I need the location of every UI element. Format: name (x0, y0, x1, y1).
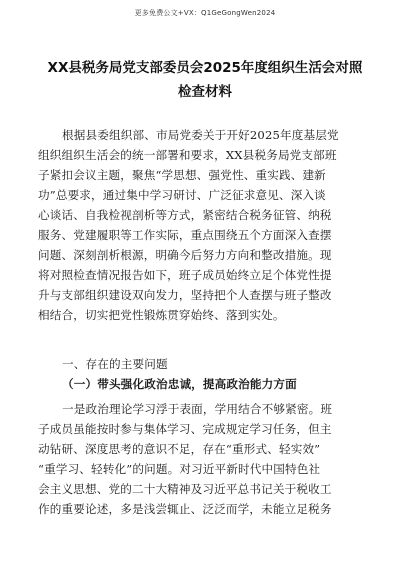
intro-line: 功”总要求，通过集中学习研讨、广泛征求意见、深入谈 (38, 188, 326, 202)
body-line: 动钻研、深度思考的意识不足，存在“重形式、轻实效” (38, 442, 321, 456)
body-line: 作的重要论述，多是浅尝辄止、泛泛而学，未能立足税务 (38, 502, 332, 516)
document-title-line-2: 检查材料 (178, 84, 232, 100)
intro-line: 将对照检查情况报告如下，班子成员始终立足个体党性提 (38, 268, 332, 282)
document-title (40, 56, 370, 104)
intro-line: 组织组织生活会的统一部署和要求，XX县税务局党支部班 (38, 148, 337, 162)
body-line: 一是政治理论学习浮于表面，学用结合不够紧密。班 (62, 402, 333, 416)
body-line: 子成员虽能按时参与集体学习、完成规定学习任务，但主 (38, 422, 332, 436)
section-heading: 一、存在的主要问题 (62, 357, 168, 371)
body-line: 会主义思想、党的二十大精神及习近平总书记关于税收工 (38, 482, 332, 496)
subsection-heading: （一）带头强化政治忠诚，提高政治能力方面 (62, 377, 297, 391)
document-title-line-1: XX县税务局党支部委员会2025年度组织生活会对照 (47, 60, 363, 76)
intro-line: 根据县委组织部、市局党委关于开好2025年度基层党 (62, 128, 339, 142)
body-line: “重学习、轻转化”的问题。对习近平新时代中国特色社 (38, 462, 321, 476)
intro-line: 相结合，切实把党性锻炼贯穿始终、落到实处。 (38, 308, 285, 322)
header-note: 更多免费公文+VX：Q1GeGongWen2024 (134, 9, 276, 17)
intro-line: 服务、党建履职等工作实际，重点围绕五个方面深入查摆 (38, 228, 332, 242)
intro-line: 子紧扣会议主题，聚焦“学思想、强党性、重实践、建新 (38, 168, 326, 182)
intro-line: 问题、深刻剖析根源，明确今后努力方向和整改措施。现 (38, 248, 332, 262)
intro-line: 心谈话、自我检视剖析等方式，紧密结合税务征管、纳税 (38, 208, 332, 222)
intro-line: 升与支部组织建设双向发力，坚持把个人查摆与班子整改 (38, 288, 332, 302)
